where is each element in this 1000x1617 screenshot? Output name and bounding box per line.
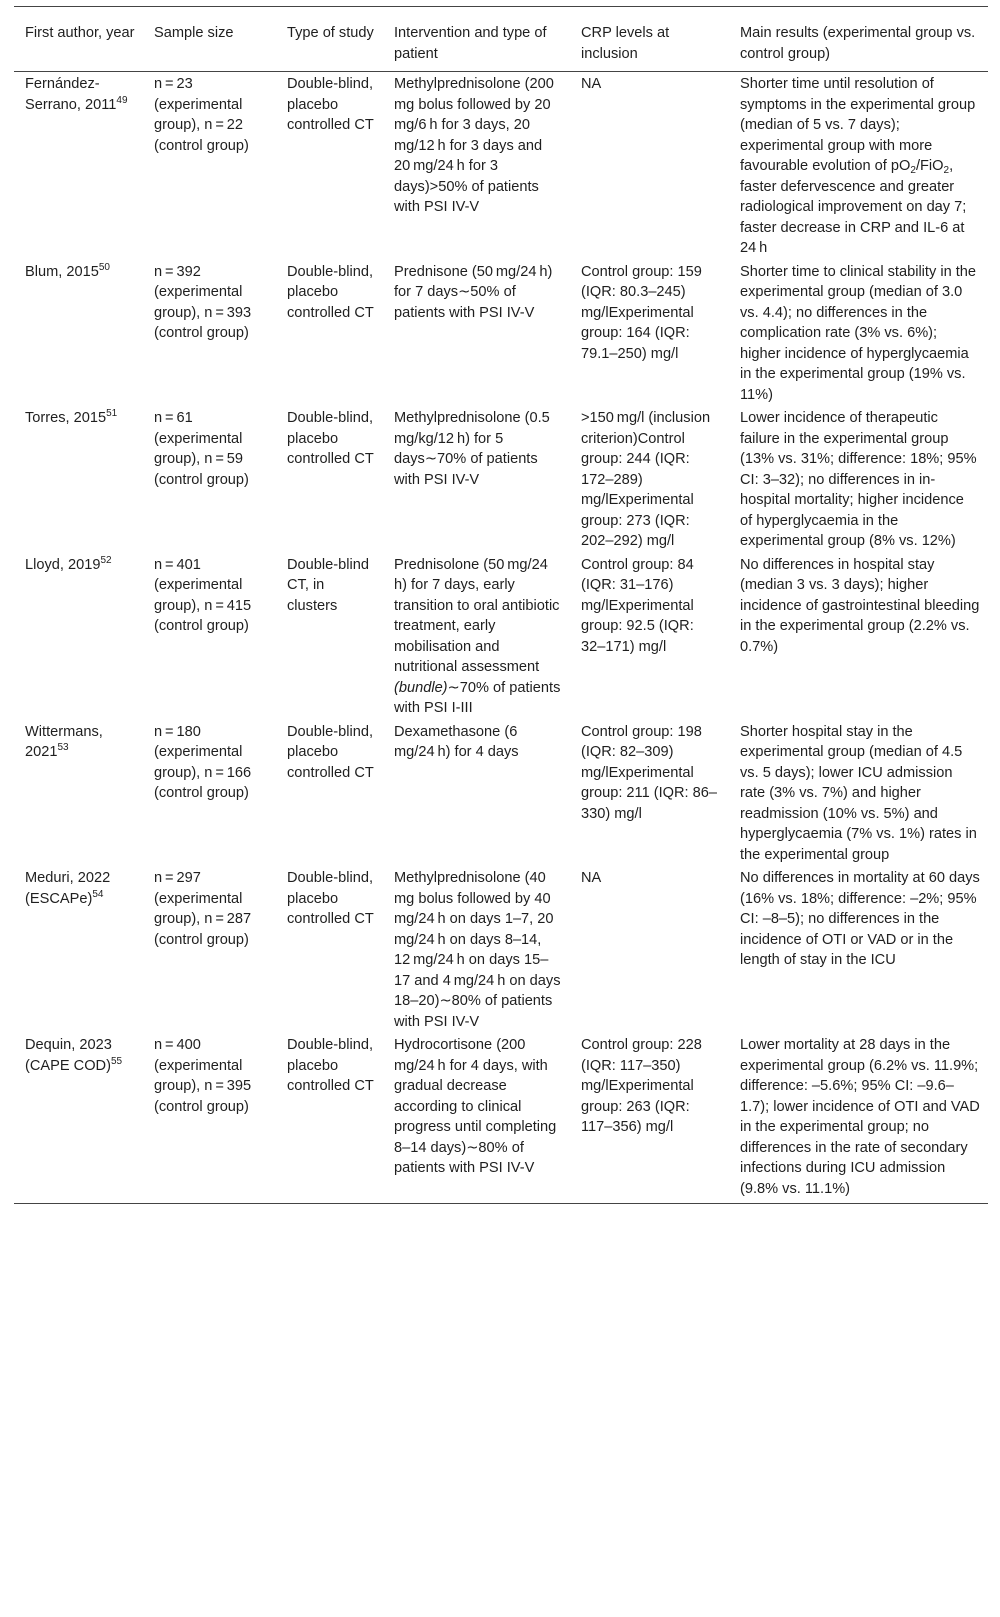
header-intervention: Intervention and type of patient <box>383 7 570 72</box>
cell-results: Shorter hospital stay in the experimental group (median of 4.5 vs. 5 days); lower ICU admission rate (3% vs. 7%) and higher readmission (10% vs. 5%) and hyperglycaemia (7% vs. 1%) rates in the experimental group <box>740 723 977 863</box>
intervention-text: ∼70% of patients with PSI I-III <box>394 679 561 716</box>
cell-author <box>14 260 143 407</box>
cell-results: Lower mortality at 28 days in the experimental group (6.2% vs. 11.9%; difference: –5.6%; 95% CI: –9.6–1.7); lower incidence of OTI and VAD in the experimental group; no differences in the rate of secondary infections during ICU admission (9.8% vs. 11.1%) <box>729 1033 988 1204</box>
cell-study-type: Double-blind, placebo controlled CT <box>287 76 374 133</box>
cell-intervention <box>383 553 570 720</box>
corticosteroid-trials-table <box>14 6 988 1204</box>
cell-sample-size: n = 392 (experimental group), n = 393 (control group) <box>154 263 252 341</box>
table-row <box>14 260 988 407</box>
cell-sample-size: n = 401 (experimental group), n = 415 (control group) <box>154 556 252 634</box>
author-text: Wittermans, 2021 <box>25 723 103 760</box>
cell-intervention: Methylprednisolone (0.5 mg/kg/12 h) for 5 days∼70% of patients with PSI IV-V <box>394 410 553 488</box>
cell-author <box>14 1033 143 1204</box>
table-row <box>14 1033 988 1204</box>
header-results: Main results (experimental group vs. control group) <box>729 7 988 72</box>
cell-author <box>14 406 143 553</box>
cell-intervention: Hydrocortisone (200 mg/24 h for 4 days, with gradual decrease according to clinical progress until completing 8–14 days)∼80% of patients with PSI IV-V <box>383 1033 570 1204</box>
intervention-text: Prednisolone (50 mg/24 h) for 7 days, early transition to oral antibiotic treatment, early mobilisation and nutritional assessment <box>394 556 560 675</box>
cell-sample-size: n = 61 (experimental group), n = 59 (control group) <box>154 410 249 488</box>
reference-number: 53 <box>57 742 69 753</box>
subscript: 2 <box>943 165 950 176</box>
intervention-emphasis: (bundle) <box>394 679 448 696</box>
cell-intervention: Methylprednisolone (40 mg bolus followed by 40 mg/24 h on days 1–7, 20 mg/24 h on days 8–14, 12 mg/24 h on days 15–17 and 4 mg/24 h on days 18–20)∼80% of patients with PSI IV-V <box>394 870 561 1030</box>
cell-sample-size: n = 23 (experimental group), n = 22 (control group) <box>154 76 249 154</box>
reference-number: 49 <box>116 94 128 106</box>
cell-intervention: Methylprednisolone (200 mg bolus followed by 20 mg/6 h for 3 days, 20 mg/12 h for 3 days and 20 mg/24 h for 3 days)>50% of patients with PSI IV-V <box>394 76 557 215</box>
reference-number: 55 <box>110 1055 123 1067</box>
table-row <box>14 720 988 867</box>
cell-results <box>729 72 988 260</box>
cell-crp: NA <box>581 870 602 886</box>
reference-number: 54 <box>92 888 104 900</box>
table-row <box>14 866 988 1033</box>
author-text: Lloyd, 2019 <box>25 556 101 573</box>
cell-results: Shorter time to clinical stability in the experimental group (median of 3.0 vs. 4.4); no differences in the complication rate (3% vs. 6%); higher incidence of hyperglycaemia in the experimental group (19% vs. 11%) <box>740 263 977 403</box>
table-container <box>14 6 986 1204</box>
cell-study-type: Double-blind, placebo controlled CT <box>287 723 374 781</box>
header-study-type: Type of study <box>276 7 383 72</box>
cell-crp: Control group: 198 (IQR: 82–309) mg/lExperimental group: 211 (IQR: 86–330) mg/l <box>581 723 718 822</box>
cell-crp: >150 mg/l (inclusion criterion)Control group: 244 (IQR: 172–289) mg/lExperimental group: 273 (IQR: 202–292) mg/l <box>581 410 711 549</box>
cell-crp: NA <box>581 76 602 92</box>
cell-sample-size: n = 180 (experimental group), n = 166 (control group) <box>154 723 252 801</box>
table-row <box>14 406 988 553</box>
cell-results: No differences in mortality at 60 days (16% vs. 18%; difference: –2%; 95% CI: –8–5); no differences in the incidence of OTI or VAD or in the length of stay in the ICU <box>740 870 980 968</box>
cell-sample-size: n = 400 (experimental group), n = 395 (control group) <box>143 1033 276 1204</box>
table-header <box>14 7 988 72</box>
cell-study-type: Double-blind, placebo controlled CT <box>287 410 374 467</box>
header-author: First author, year <box>14 7 143 72</box>
subscript: 2 <box>910 165 916 176</box>
author-text: Blum, 2015 <box>25 263 99 280</box>
table-body <box>14 72 988 1204</box>
cell-study-type: Double-blind, placebo controlled CT <box>276 1033 383 1204</box>
cell-results: Lower incidence of therapeutic failure in the experimental group (13% vs. 31%; difference: 18%; 95% CI: 3–32); no differences in in-hospital mortality; higher incidence of hyperglycaemia in the experimental group (8% vs. 12%) <box>740 410 977 549</box>
cell-study-type: Double-blind, placebo controlled CT <box>287 870 374 927</box>
cell-sample-size: n = 297 (experimental group), n = 287 (control group) <box>154 870 252 948</box>
table-row <box>14 553 988 720</box>
author-text: Fernández-Serrano, 2011 <box>25 76 117 113</box>
cell-author <box>14 72 143 260</box>
cell-crp: Control group: 159 (IQR: 80.3–245) mg/lExperimental group: 164 (IQR: 79.1–250) mg/l <box>581 263 702 362</box>
author-text: Torres, 2015 <box>25 410 107 426</box>
header-sample-size: Sample size <box>143 7 276 72</box>
cell-intervention: Dexamethasone (6 mg/24 h) for 4 days <box>394 723 521 760</box>
author-text: Dequin, 2023 (CAPE COD) <box>25 1037 112 1074</box>
cell-intervention: Prednisone (50 mg/24 h) for 7 days∼50% of patients with PSI IV-V <box>394 263 553 321</box>
results-text: , faster defervescence and greater radiological improvement on day 7; faster decrease in CRP and IL-6 at 24 h <box>740 158 967 256</box>
cell-author <box>14 866 143 1033</box>
header-row <box>14 7 988 72</box>
reference-number: 52 <box>100 554 112 566</box>
reference-number: 50 <box>98 261 110 273</box>
cell-study-type: Double-blind CT, in clusters <box>287 556 369 614</box>
author-text: Meduri, 2022 (ESCAPe) <box>25 870 111 907</box>
results-text: /FiO <box>915 158 944 174</box>
header-crp: CRP levels at inclusion <box>570 7 729 72</box>
cell-crp: Control group: 228 (IQR: 117–350) mg/lExperimental group: 263 (IQR: 117–356) mg/l <box>570 1033 729 1204</box>
reference-number: 51 <box>106 408 118 419</box>
cell-crp: Control group: 84 (IQR: 31–176) mg/lExperimental group: 92.5 (IQR: 32–171) mg/l <box>581 556 694 655</box>
table-row <box>14 72 988 260</box>
cell-author <box>14 553 143 720</box>
cell-results: No differences in hospital stay (median 3 vs. 3 days); higher incidence of gastrointestinal bleeding in the experimental group (2.2% vs. 0.7%) <box>740 556 980 655</box>
results-text: Shorter time until resolution of symptoms in the experimental group (median of 5 vs. 7 days); experimental group with more favourable evolution of pO <box>740 76 976 174</box>
cell-study-type: Double-blind, placebo controlled CT <box>287 263 374 321</box>
cell-author <box>14 720 143 867</box>
